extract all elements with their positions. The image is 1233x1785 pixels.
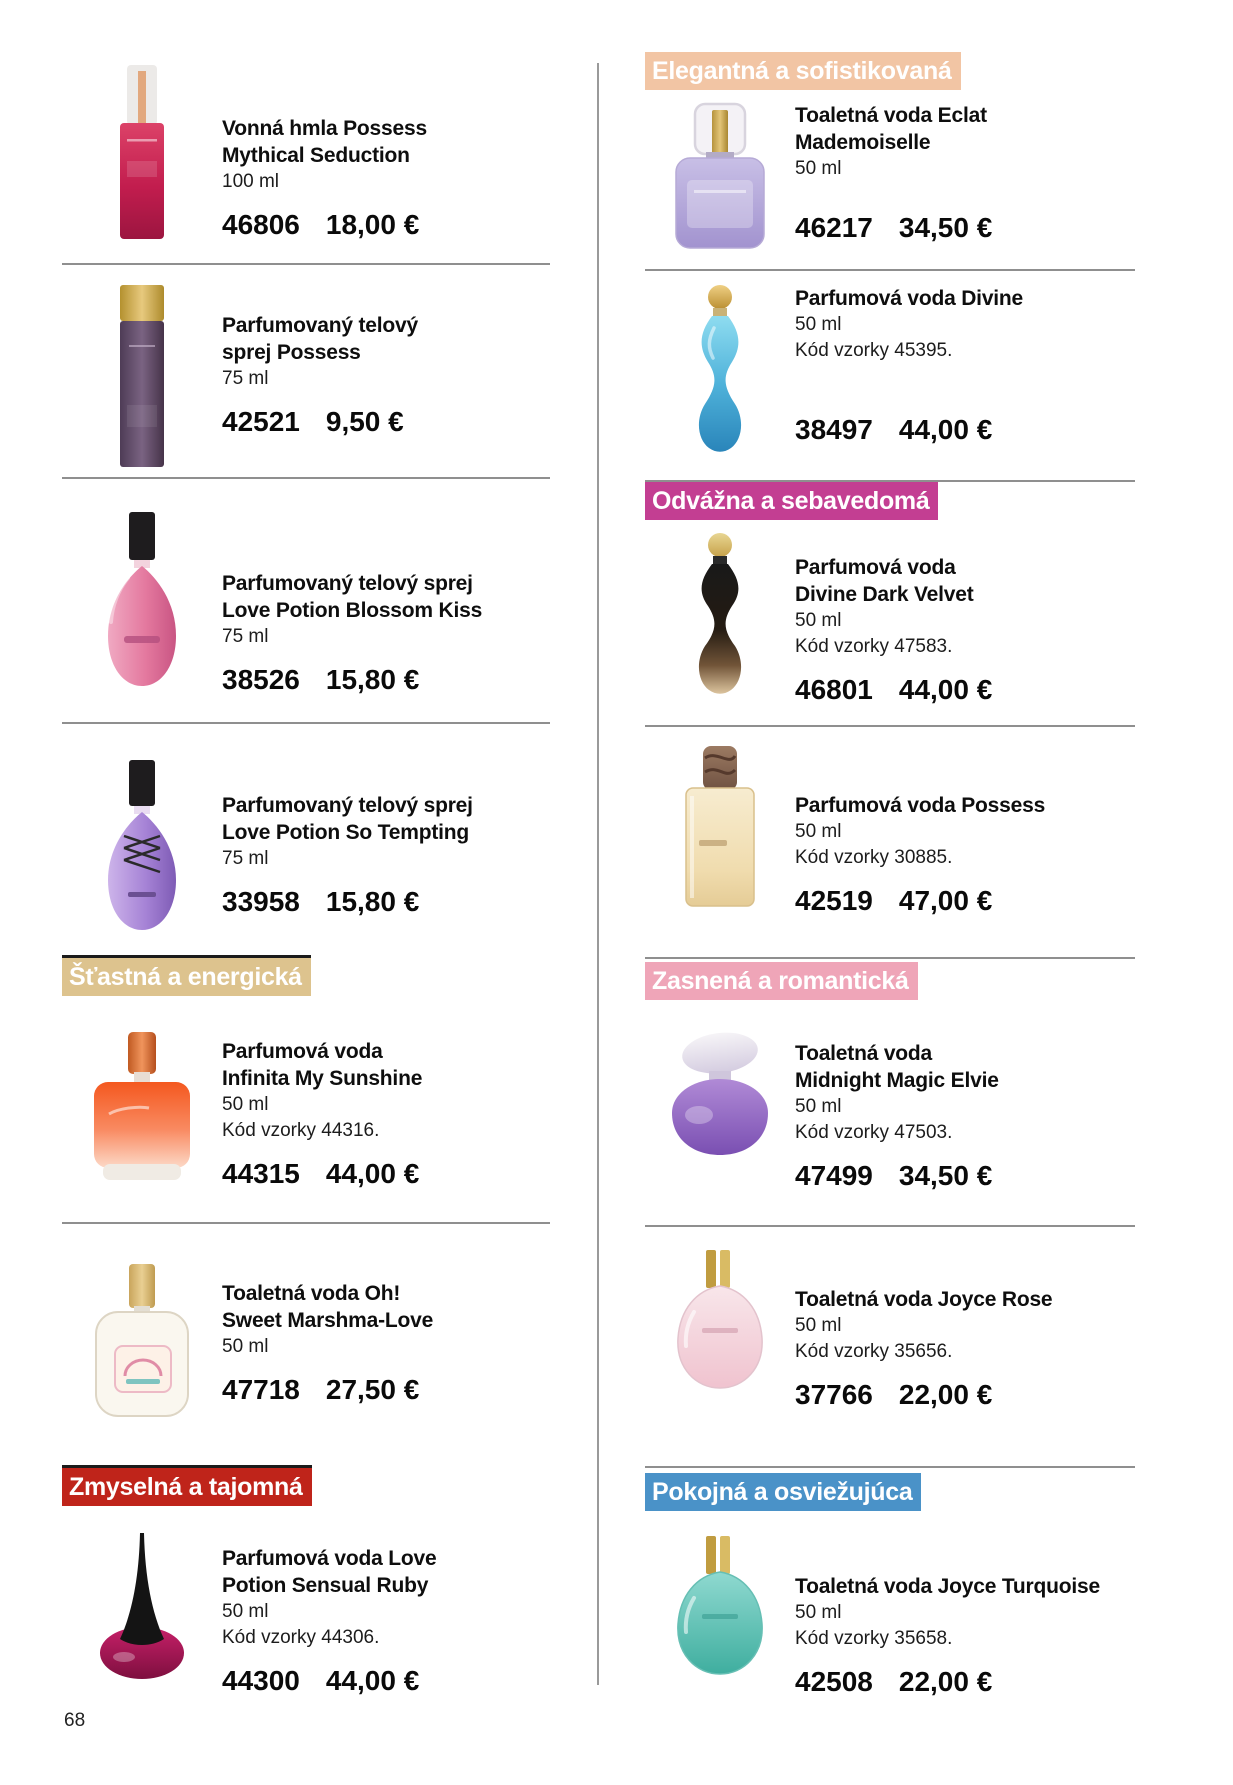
product-price: 22,00 €	[898, 1379, 993, 1410]
product-title	[795, 1040, 1135, 1094]
product-code: 42521	[222, 406, 300, 437]
title-line: Parfumovaný telový sprej	[222, 794, 473, 817]
product-price: 15,80 €	[325, 664, 420, 695]
product-title	[795, 554, 1135, 608]
title-line: Toaletná voda Eclat	[795, 104, 987, 127]
product-code: 42508	[795, 1666, 873, 1697]
title-line: Parfumová voda Divine	[795, 287, 1024, 310]
product-sample-code: Kód vzorky 47503.	[795, 1122, 953, 1143]
section-header-pokojna-a-osviezujuca: Pokojná a osviežujúca	[645, 1473, 921, 1511]
product-title	[222, 1280, 550, 1334]
product-title	[795, 285, 1135, 312]
product-price-row	[795, 1379, 1135, 1410]
product-sample-code: Kód vzorky 35656.	[795, 1341, 953, 1362]
black-curvy-bottle-icon	[688, 532, 752, 697]
title-line: Parfumová voda	[222, 1040, 383, 1063]
title-line: Toaletná voda Joyce Rose	[795, 1288, 1053, 1311]
product-price: 34,50 €	[898, 212, 993, 243]
product-price: 15,80 €	[325, 886, 420, 917]
product-image-telovy-sprej-possess	[62, 265, 222, 477]
product-image-oh-sweet-marshma-love	[62, 1224, 222, 1465]
product-price: 34,50 €	[898, 1160, 993, 1191]
product-price: 18,00 €	[325, 209, 420, 240]
product-sample-code: Kód vzorky 35658.	[795, 1628, 953, 1649]
product-title	[795, 1573, 1135, 1600]
product-price-row	[795, 885, 1135, 916]
product-image-love-potion-sensual-ruby	[62, 1506, 222, 1736]
product-price: 27,50 €	[325, 1374, 420, 1405]
product-volume: 50 ml	[795, 1602, 842, 1623]
product-title	[222, 115, 550, 169]
product-code: 47499	[795, 1160, 873, 1191]
purple-teardrop-bottle-icon	[98, 760, 186, 940]
title-line: Parfumová voda Possess	[795, 794, 1046, 817]
product-volume: 50 ml	[795, 158, 842, 179]
title-line: Potion Sensual Ruby	[222, 1574, 429, 1597]
product-price-row	[222, 1374, 550, 1405]
product-volume: 100 ml	[222, 171, 280, 192]
title-line: sprej Possess	[222, 341, 361, 364]
product-code: 44315	[222, 1158, 300, 1189]
product-title	[222, 792, 550, 846]
product-sample-code: Kód vzorky 44306.	[222, 1627, 380, 1648]
product-row	[645, 520, 1135, 725]
product-price: 47,00 €	[898, 885, 993, 916]
product-code: 47718	[222, 1374, 300, 1405]
product-volume: 50 ml	[222, 1601, 269, 1622]
product-row	[62, 63, 550, 263]
product-volume: 50 ml	[795, 821, 842, 842]
product-price-row	[795, 212, 1135, 243]
product-title	[222, 570, 550, 624]
product-row	[645, 269, 1135, 482]
section-header-odvazna-a-sebavedoma: Odvážna a sebavedomá	[645, 482, 938, 520]
product-price: 22,00 €	[898, 1666, 993, 1697]
gold-bottle-icon	[677, 744, 763, 910]
product-sample-code: Kód vzorky 30885.	[795, 847, 953, 868]
product-code: 44300	[222, 1665, 300, 1696]
product-title	[222, 1545, 550, 1599]
product-row	[62, 263, 550, 477]
product-sample-code: Kód vzorky 44316.	[222, 1120, 380, 1141]
product-row	[645, 90, 1135, 269]
title-line: Mademoiselle	[795, 131, 931, 154]
black-drop-bottle-icon	[96, 1533, 188, 1683]
product-price-row	[795, 674, 1135, 705]
product-image-joyce-rose	[645, 1227, 795, 1466]
product-price-row	[795, 1160, 1135, 1191]
title-line: Toaletná voda Oh!	[222, 1282, 401, 1305]
product-row	[62, 1506, 550, 1736]
product-volume: 50 ml	[795, 1096, 842, 1117]
product-price-row	[222, 664, 550, 695]
title-line: Love Potion So Tempting	[222, 821, 470, 844]
purple-squat-bottle-icon	[659, 1023, 781, 1171]
product-price-row	[795, 414, 1135, 445]
product-image-infinita-my-sunshine	[62, 996, 222, 1222]
pink-teardrop-bottle-icon	[98, 512, 186, 698]
purple-spray-bottle-icon	[112, 285, 172, 467]
product-code: 46217	[795, 212, 873, 243]
product-image-divine	[645, 271, 795, 480]
product-row	[62, 996, 550, 1222]
title-line: Parfumovaný telový sprej	[222, 572, 473, 595]
product-price: 44,00 €	[325, 1158, 420, 1189]
product-image-eclat-mademoiselle	[645, 90, 795, 269]
product-code: 38526	[222, 664, 300, 695]
product-row	[645, 1000, 1135, 1225]
product-image-love-potion-so-tempting	[62, 724, 222, 955]
title-line: Toaletná voda	[795, 1042, 933, 1065]
product-price-row	[222, 406, 550, 437]
product-volume: 50 ml	[222, 1336, 269, 1357]
title-line: Mythical Seduction	[222, 144, 410, 167]
product-image-vonna-hmla-possess	[62, 63, 222, 263]
product-sample-code: Kód vzorky 45395.	[795, 340, 953, 361]
section-header-zmyselna-a-tajomna: Zmyselná a tajomná	[62, 1465, 312, 1506]
product-code: 42519	[795, 885, 873, 916]
left-column	[62, 63, 550, 1736]
title-line: Parfumová voda Love	[222, 1547, 437, 1570]
title-line: Midnight Magic Elvie	[795, 1069, 999, 1092]
right-column	[645, 52, 1135, 1741]
product-volume: 50 ml	[795, 314, 842, 335]
title-line: Sweet Marshma-Love	[222, 1309, 434, 1332]
product-row	[62, 722, 550, 955]
title-line: Vonná hmla Possess	[222, 117, 427, 140]
product-row	[62, 477, 550, 722]
blue-curvy-bottle-icon	[688, 284, 752, 456]
product-image-joyce-turquoise	[645, 1511, 795, 1741]
lavender-cube-bottle-icon	[670, 102, 770, 252]
title-line: Toaletná voda Joyce Turquoise	[795, 1575, 1100, 1598]
product-title	[795, 1286, 1135, 1313]
product-volume: 50 ml	[795, 1315, 842, 1336]
orange-bottle-icon	[87, 1032, 197, 1184]
product-price: 9,50 €	[325, 406, 404, 437]
product-volume: 50 ml	[795, 610, 842, 631]
title-line: Love Potion Blossom Kiss	[222, 599, 483, 622]
product-row	[645, 1511, 1135, 1741]
product-sample-code: Kód vzorky 47583.	[795, 636, 953, 657]
section-header-elegantna-a-sofistikovana: Elegantná a sofistikovaná	[645, 52, 961, 90]
product-volume: 75 ml	[222, 626, 269, 647]
product-image-midnight-magic-elvie	[645, 1000, 795, 1225]
teal-pebble-bottle-icon	[668, 1536, 772, 1678]
product-title	[222, 312, 550, 366]
section-header-stastna-a-energicka: Šťastná a energická	[62, 955, 311, 996]
product-price-row	[222, 1158, 550, 1189]
product-price-row	[222, 209, 550, 240]
clear-bottle-icon	[92, 1262, 192, 1418]
section-header-zasnena-a-romanticka: Zasnená a romantická	[645, 962, 918, 1000]
page-number: 68	[64, 1710, 86, 1731]
title-line: Divine Dark Velvet	[795, 583, 974, 606]
product-image-divine-dark-velvet	[645, 520, 795, 725]
product-code: 37766	[795, 1379, 873, 1410]
product-code: 33958	[222, 886, 300, 917]
product-price-row	[222, 1665, 550, 1696]
product-row	[645, 1225, 1135, 1468]
product-image-possess	[645, 727, 795, 957]
product-code: 46801	[795, 674, 873, 705]
product-code: 38497	[795, 414, 873, 445]
column-divider	[597, 63, 599, 1685]
product-code: 46806	[222, 209, 300, 240]
product-volume: 75 ml	[222, 848, 269, 869]
product-price: 44,00 €	[898, 414, 993, 445]
product-row	[645, 725, 1135, 959]
product-image-love-potion-blossom-kiss	[62, 479, 222, 722]
product-title	[795, 792, 1135, 819]
title-line: Parfumovaný telový	[222, 314, 418, 337]
pink-pebble-bottle-icon	[668, 1250, 772, 1392]
product-volume: 75 ml	[222, 368, 269, 389]
product-row	[62, 1222, 550, 1465]
product-price-row	[795, 1666, 1135, 1697]
title-line: Infinita My Sunshine	[222, 1067, 423, 1090]
red-spray-bottle-icon	[110, 63, 174, 241]
product-price-row	[222, 886, 550, 917]
product-title	[222, 1038, 550, 1092]
product-title	[795, 102, 1135, 156]
product-volume: 50 ml	[222, 1094, 269, 1115]
title-line: Parfumová voda	[795, 556, 956, 579]
product-price: 44,00 €	[325, 1665, 420, 1696]
product-price: 44,00 €	[898, 674, 993, 705]
